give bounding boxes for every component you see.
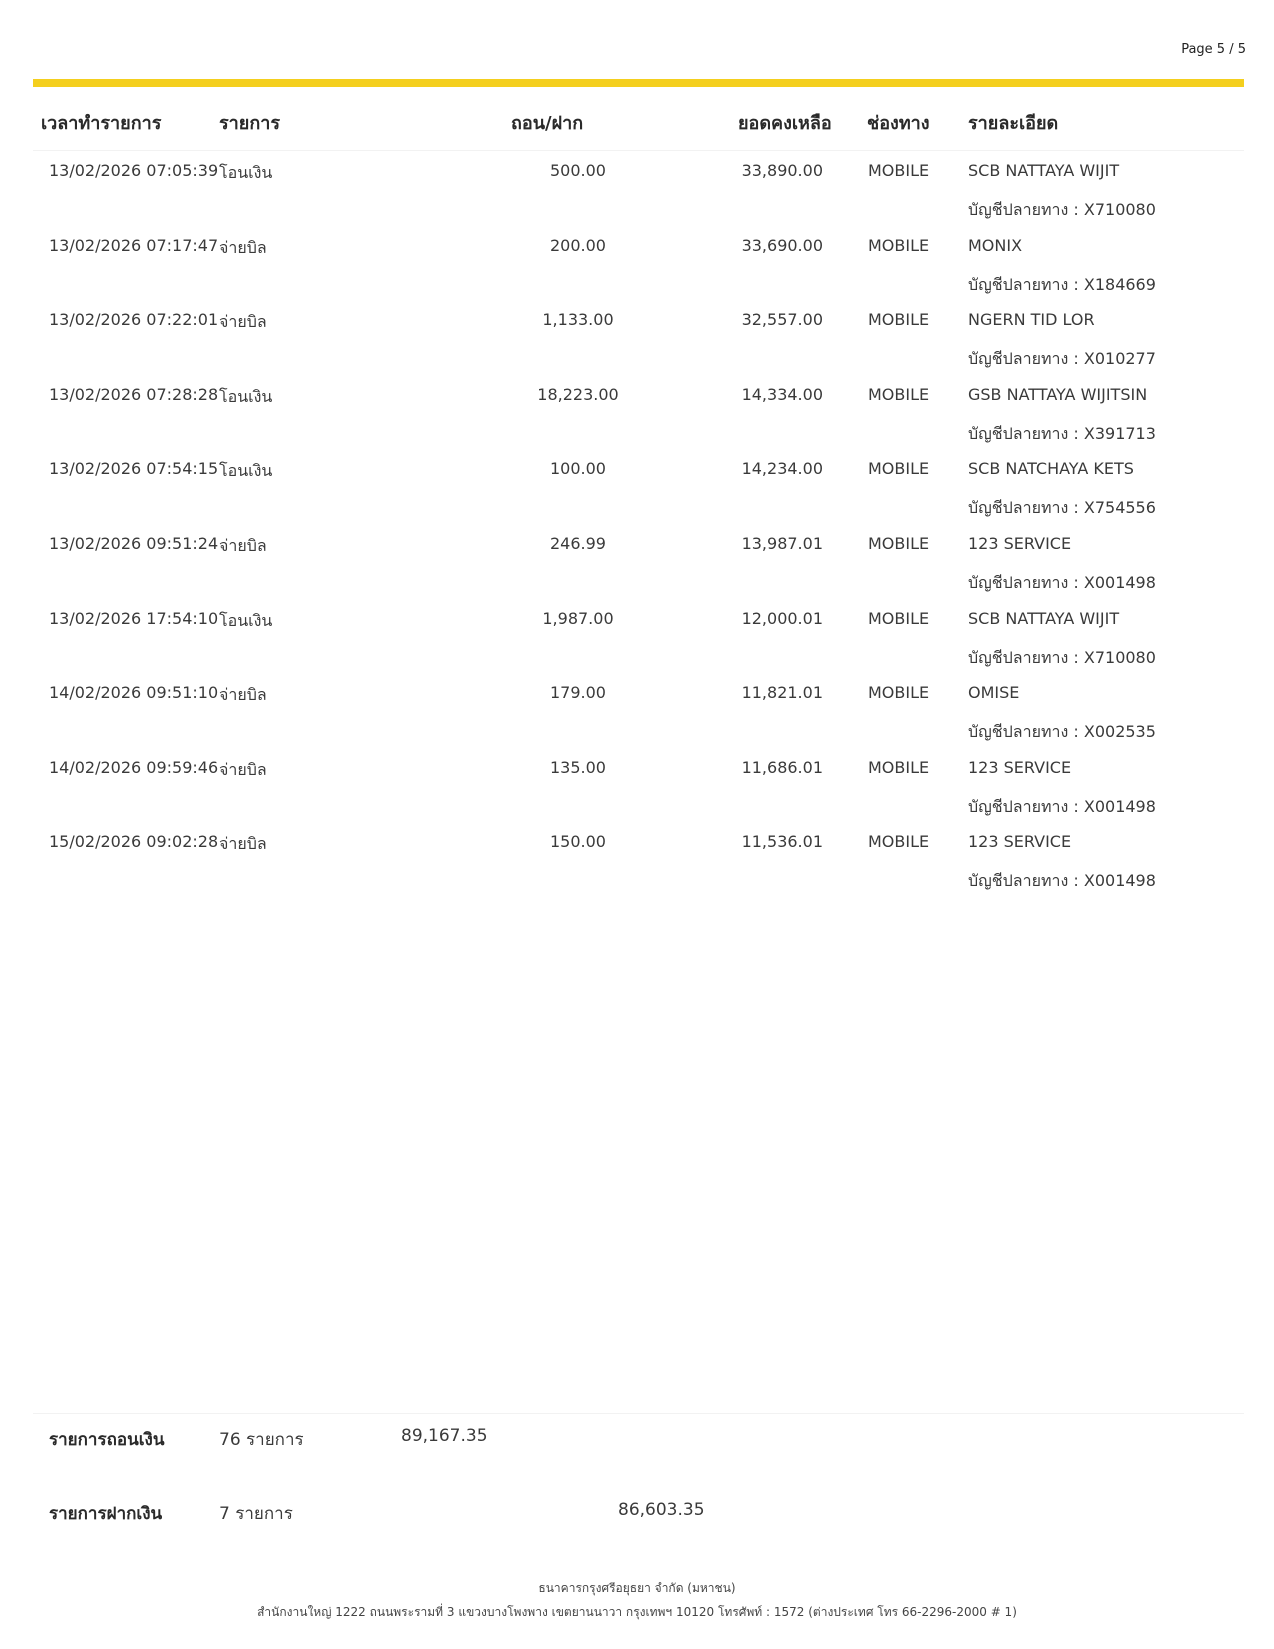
txn-type: โอนเงิน: [219, 386, 273, 406]
txn-amount: 179.00: [550, 683, 606, 703]
txn-balance: 12,000.01: [741, 608, 823, 628]
deposit-summary-count: 7 รายการ: [219, 1504, 293, 1524]
header-type: รายการ: [219, 113, 280, 134]
txn-channel: MOBILE: [868, 161, 930, 180]
txn-balance: 13,987.01: [741, 533, 823, 553]
page-number: Page 5 / 5: [1181, 42, 1246, 57]
header-time: เวลาทำรายการ: [41, 113, 162, 134]
txn-account: บัญชีปลายทาง : X184669: [968, 274, 1156, 294]
footer-address: สำนักงานใหญ่ 1222 ถนนพระรามที่ 3 แขวงบางโพงพาง เขตยานนาวา กรุงเทพฯ 10120 โทรศัพท์ : 1572 (ต่างประเทศ โทร 66-2296-2000 # 1): [257, 1605, 1017, 1619]
txn-time: 14/02/2026 09:59:46: [49, 757, 219, 777]
withdrawal-summary: [33, 1413, 1244, 1450]
txn-balance: 32,557.00: [741, 310, 823, 330]
withdrawal-summary-count: 76 รายการ: [219, 1430, 304, 1450]
txn-detail: 123 SERVICE: [968, 832, 1072, 852]
txn-time: 13/02/2026 17:54:10: [49, 608, 219, 628]
txn-channel: MOBILE: [868, 310, 930, 330]
txn-detail: SCB NATTAYA WIJIT: [968, 608, 1120, 628]
txn-balance: 11,536.01: [741, 832, 823, 852]
txn-type: โอนเงิน: [219, 461, 273, 481]
txn-detail: SCB NATTAYA WIJIT: [968, 161, 1120, 180]
txn-time: 13/02/2026 07:05:39: [49, 161, 219, 180]
txn-detail: 123 SERVICE: [968, 757, 1072, 777]
txn-amount: 150.00: [550, 832, 606, 852]
txn-time: 13/02/2026 07:28:28: [49, 384, 219, 404]
table-row: [33, 375, 1244, 450]
txn-type: จ่ายบิล: [219, 535, 267, 555]
table-row: [33, 151, 1244, 226]
txn-time: 13/02/2026 09:51:24: [49, 533, 219, 553]
txn-account: บัญชีปลายทาง : X010277: [968, 349, 1156, 369]
table-row: [33, 449, 1244, 524]
txn-balance: 14,234.00: [741, 459, 823, 479]
txn-account: บัญชีปลายทาง : X002535: [968, 722, 1156, 742]
deposit-summary-total: 86,603.35: [618, 1500, 705, 1520]
txn-time: 13/02/2026 07:22:01: [49, 310, 219, 330]
transaction-table: [33, 150, 1244, 897]
txn-amount: 500.00: [550, 161, 606, 180]
withdrawal-summary-total: 89,167.35: [401, 1426, 488, 1446]
txn-amount: 135.00: [550, 757, 606, 777]
txn-detail: 123 SERVICE: [968, 533, 1072, 553]
table-row: [33, 673, 1244, 748]
txn-type: จ่ายบิล: [219, 312, 267, 332]
accent-bar: [33, 79, 1244, 87]
txn-channel: MOBILE: [868, 384, 930, 404]
txn-time: 15/02/2026 09:02:28: [49, 832, 219, 852]
txn-amount: 18,223.00: [537, 384, 619, 404]
txn-account: บัญชีปลายทาง : X391713: [968, 423, 1156, 443]
table-row: [33, 822, 1244, 897]
txn-channel: MOBILE: [868, 235, 930, 255]
txn-channel: MOBILE: [868, 757, 930, 777]
txn-account: บัญชีปลายทาง : X001498: [968, 572, 1156, 592]
txn-amount: 1,987.00: [542, 608, 614, 628]
table-row: [33, 524, 1244, 599]
txn-detail: NGERN TID LOR: [968, 310, 1095, 330]
txn-detail: MONIX: [968, 235, 1023, 255]
txn-detail: SCB NATCHAYA KETS: [968, 459, 1134, 479]
header-balance: ยอดคงเหลือ: [738, 113, 832, 134]
txn-type: โอนเงิน: [219, 163, 273, 182]
txn-amount: 100.00: [550, 459, 606, 479]
txn-time: 13/02/2026 07:17:47: [49, 235, 219, 255]
txn-type: จ่ายบิล: [219, 834, 267, 854]
txn-amount: 200.00: [550, 235, 606, 255]
txn-balance: 11,821.01: [741, 683, 823, 703]
txn-type: โอนเงิน: [219, 610, 273, 630]
txn-account: บัญชีปลายทาง : X754556: [968, 498, 1156, 518]
txn-account: บัญชีปลายทาง : X001498: [968, 796, 1156, 816]
txn-time: 14/02/2026 09:51:10: [49, 683, 219, 703]
txn-detail: GSB NATTAYA WIJITSIN: [968, 384, 1148, 404]
txn-type: จ่ายบิล: [219, 685, 267, 705]
txn-channel: MOBILE: [868, 459, 930, 479]
txn-type: จ่ายบิล: [219, 237, 267, 257]
txn-type: จ่ายบิล: [219, 759, 267, 779]
txn-detail: OMISE: [968, 683, 1020, 703]
txn-balance: 33,690.00: [741, 235, 823, 255]
txn-balance: 11,686.01: [741, 757, 823, 777]
withdrawal-summary-label: รายการถอนเงิน: [49, 1430, 165, 1450]
txn-time: 13/02/2026 07:54:15: [49, 459, 219, 479]
table-row: [33, 226, 1244, 301]
header-amount: ถอน/ฝาก: [511, 113, 584, 134]
table-row: [33, 300, 1244, 375]
txn-channel: MOBILE: [868, 832, 930, 852]
table-row: [33, 748, 1244, 823]
table-header: [0, 108, 1274, 136]
txn-account: บัญชีปลายทาง : X710080: [968, 200, 1156, 219]
txn-channel: MOBILE: [868, 608, 930, 628]
header-channel: ช่องทาง: [867, 113, 930, 134]
footer-bank-name: ธนาคารกรุงศรีอยุธยา จำกัด (มหาชน): [538, 1581, 736, 1595]
txn-amount: 1,133.00: [542, 310, 614, 330]
deposit-summary-label: รายการฝากเงิน: [49, 1504, 163, 1524]
txn-channel: MOBILE: [868, 533, 930, 553]
txn-account: บัญชีปลายทาง : X001498: [968, 871, 1156, 891]
txn-channel: MOBILE: [868, 683, 930, 703]
header-detail: รายละเอียด: [968, 113, 1059, 134]
txn-amount: 246.99: [550, 533, 606, 553]
txn-account: บัญชีปลายทาง : X710080: [968, 647, 1156, 667]
txn-balance: 14,334.00: [741, 384, 823, 404]
table-row: [33, 599, 1244, 674]
txn-balance: 33,890.00: [741, 161, 823, 180]
